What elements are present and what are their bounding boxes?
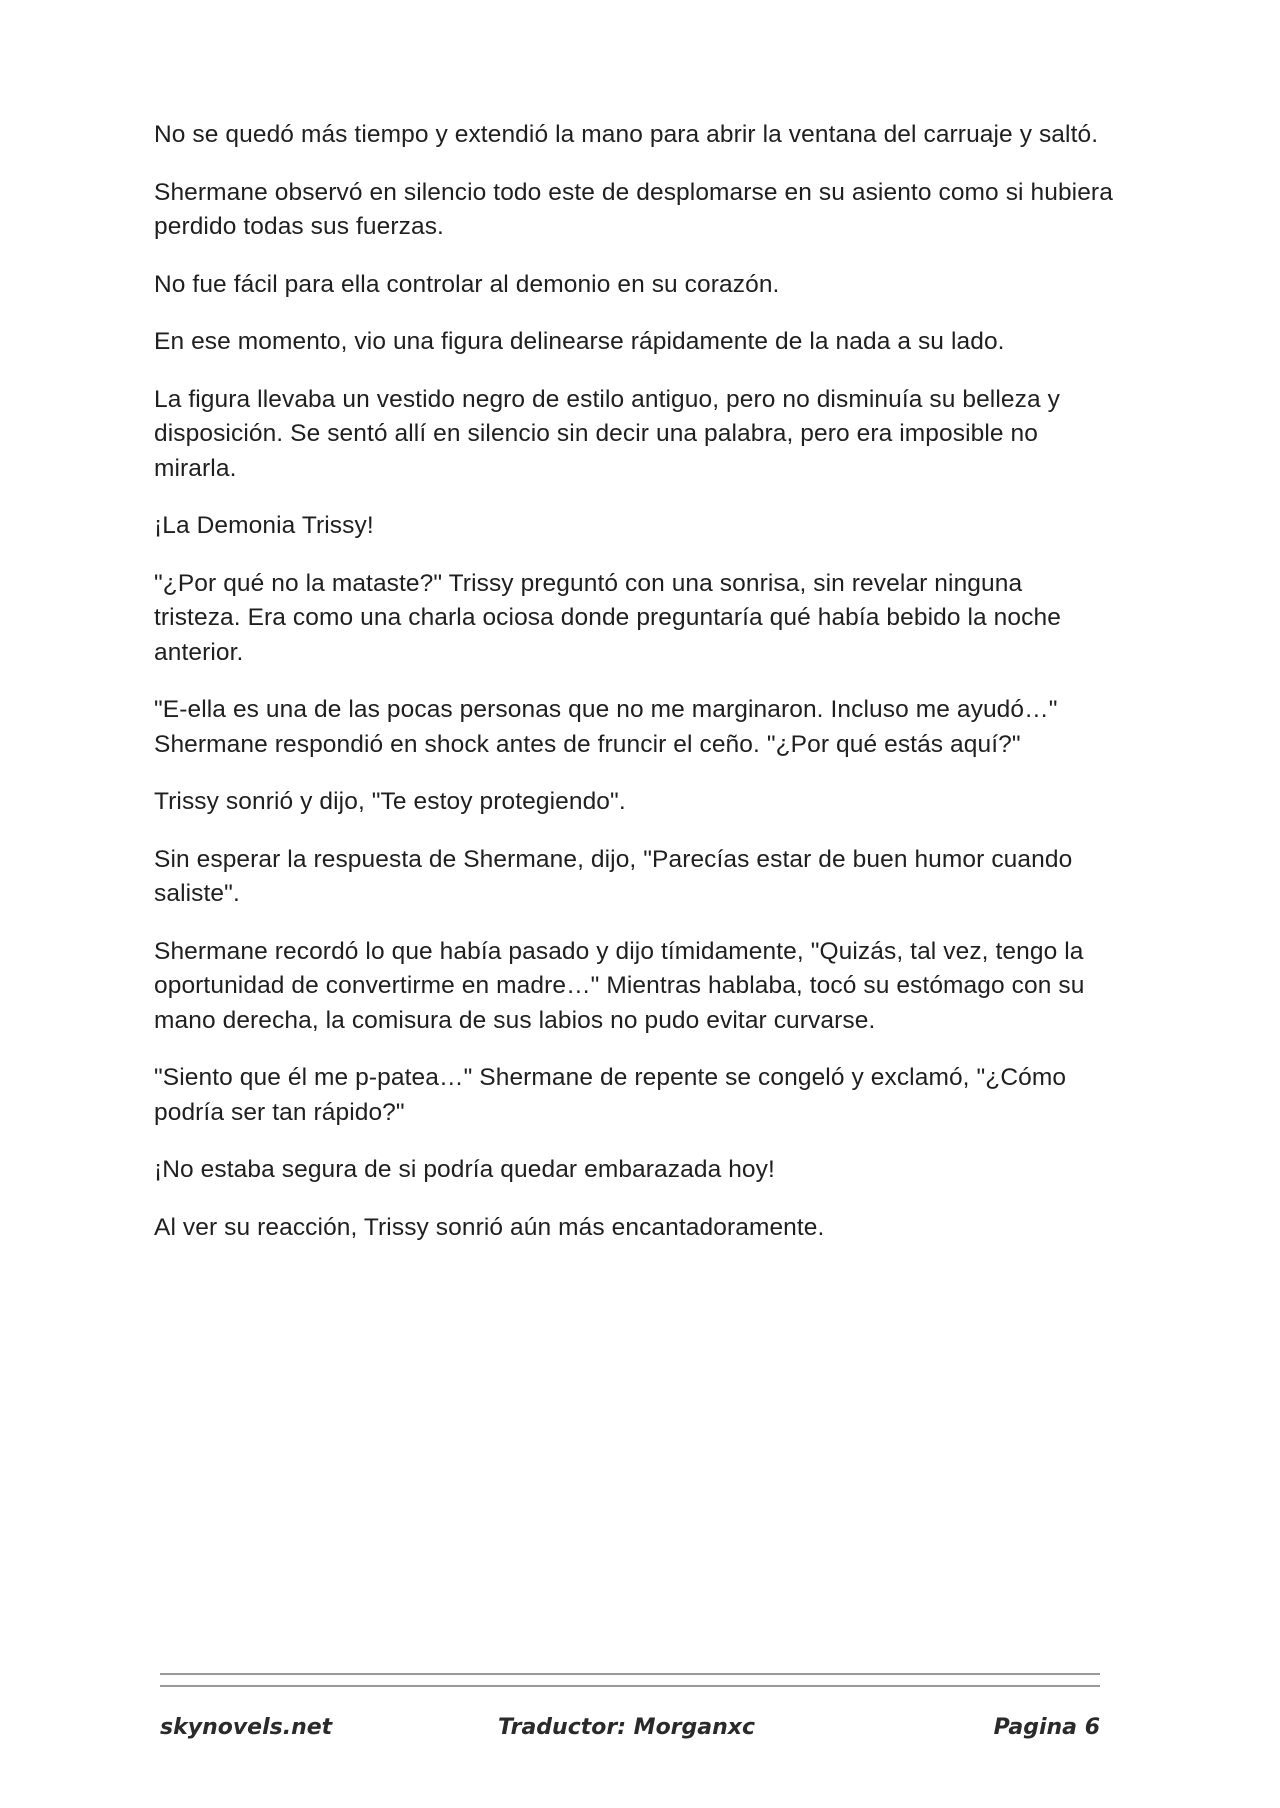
paragraph: Shermane observó en silencio todo este de desplomarse en su asiento como si hubiera perdido todas sus fuerzas. [154,178,1113,240]
paragraph: "E-ella es una de las pocas personas que no me marginaron. Incluso me ayudó…" Shermane respondió en shock antes de fruncir el ceño. "¿Por qué estás aquí?" [154,696,1058,758]
paragraph: "Siento que él me p-patea…" Shermane de repente se congeló y exclamó, "¿Cómo podría ser tan rápido?" [154,1064,1067,1126]
paragraph: ¡No estaba segura de si podría quedar embarazada hoy! [154,1156,775,1183]
paragraph: Al ver su reacción, Trissy sonrió aún más encantadoramente. [154,1213,825,1241]
paragraph: Trissy sonrió y dijo, "Te estoy protegiendo". [154,788,626,815]
paragraph: La figura llevaba un vestido negro de estilo antiguo, pero no disminuía su belleza y disposición. Se sentó allí en silencio sin decir una palabra, pero era imposible no mirarla. [154,385,1060,482]
paragraph: No se quedó más tiempo y extendió la mano para abrir la ventana del carruaje y saltó. [154,121,1099,148]
footer-page-number: Pagina 6 [993,1715,1100,1740]
paragraph: No fue fácil para ella controlar al demonio en su corazón. [154,270,780,298]
document-body [154,118,1114,1268]
paragraph: ¡La Demonia Trissy! [154,512,374,539]
paragraph: "¿Por qué no la mataste?" Trissy preguntó con una sonrisa, sin revelar ninguna tristeza. Era como una charla ociosa donde preguntaría qué había bebido la noche anterior. [154,569,1061,666]
footer-site: skynovels.net [160,1715,333,1740]
paragraph: Sin esperar la respuesta de Shermane, dijo, "Parecías estar de buen humor cuando saliste". [154,845,1073,907]
footer-divider-bottom [160,1685,1100,1687]
footer-translator: Traductor: Morganxc [498,1715,756,1740]
footer-divider-top [160,1673,1100,1675]
paragraph: Shermane recordó lo que había pasado y dijo tímidamente, "Quizás, tal vez, tengo la oportunidad de convertirme en madre…" Mientras hablaba, tocó su estómago con su mano derecha, la comisura de sus labios no pudo evitar curvarse. [154,937,1085,1034]
paragraph: En ese momento, vio una figura delinearse rápidamente de la nada a su lado. [154,328,1005,355]
